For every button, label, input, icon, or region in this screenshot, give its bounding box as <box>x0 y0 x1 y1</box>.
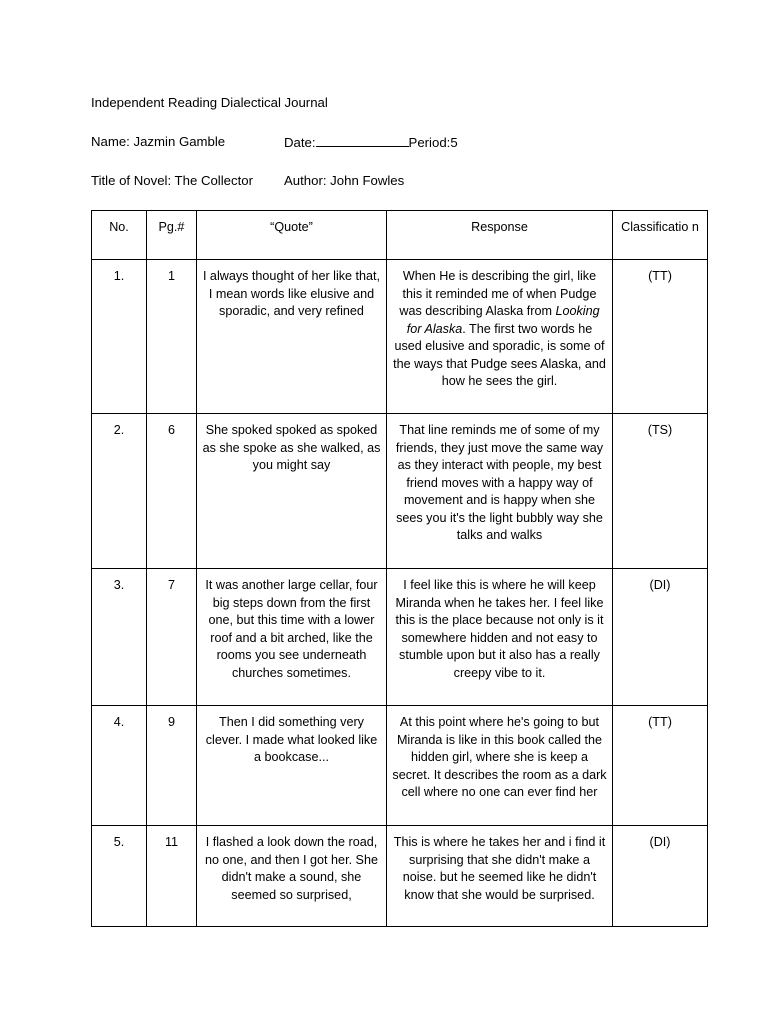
row-no: 3. <box>92 569 147 706</box>
row-classification: (TT) <box>613 706 708 826</box>
row-page: 1 <box>147 260 197 414</box>
row-no: 2. <box>92 414 147 569</box>
novel-author: Author: John Fowles <box>284 173 405 188</box>
header-page: Pg.# <box>147 211 197 260</box>
header-no: No. <box>92 211 147 260</box>
response-text: . The first two words he used elusive and sporadic, is some of the ways that Pudge sees Alaska, and how he sees the girl. <box>393 321 606 388</box>
row-quote: Then I did something very clever. I made what looked like a bookcase... <box>197 706 387 826</box>
page-title: Independent Reading Dialectical Journal <box>91 95 328 110</box>
row-classification: (DI) <box>613 826 708 927</box>
table-row <box>92 260 708 414</box>
table-row <box>92 569 708 706</box>
row-page: 9 <box>147 706 197 826</box>
row-no: 5. <box>92 826 147 927</box>
row-page: 7 <box>147 569 197 706</box>
table-row <box>92 414 708 569</box>
table-row <box>92 706 708 826</box>
row-response: That line reminds me of some of my friends, they just move the same way as they interact with people, my best friend moves with a happy way of movement and is happy when she sees you it's the light bubbly way she talks and walks <box>387 414 613 569</box>
table-header-row <box>92 211 708 260</box>
row-no: 1. <box>92 260 147 414</box>
row-classification: (DI) <box>613 569 708 706</box>
row-quote: She spoked spoked as spoked as she spoke as she walked, as you might say <box>197 414 387 569</box>
header-quote: “Quote” <box>197 211 387 260</box>
date-label: Date: <box>284 135 316 150</box>
row-response <box>387 260 613 414</box>
date-blank-line <box>316 134 409 147</box>
novel-title: Title of Novel: The Collector <box>91 173 253 188</box>
row-quote: I flashed a look down the road, no one, and then I got her. She didn't make a sound, she seemed so surprised, <box>197 826 387 927</box>
row-page: 11 <box>147 826 197 927</box>
student-name: Name: Jazmin Gamble <box>91 134 226 149</box>
row-response: I feel like this is where he will keep Miranda when he takes her. I feel like this is the place because not only is it somewhere hidden and not easy to stumble upon but it also has a really creepy vibe to it. <box>387 569 613 706</box>
period-label: Period:5 <box>408 135 458 150</box>
row-quote: I always thought of her like that, I mean words like elusive and sporadic, and very refined <box>197 260 387 414</box>
row-no: 4. <box>92 706 147 826</box>
header-classification: Classificatio n <box>613 211 708 260</box>
row-classification: (TS) <box>613 414 708 569</box>
row-response: At this point where he's going to but Miranda is like in this book called the hidden girl, where she is keep a secret. It describes the room as a dark cell where no one can ever find her <box>387 706 613 826</box>
date-period-line <box>284 134 458 151</box>
journal-table <box>91 210 708 927</box>
row-page: 6 <box>147 414 197 569</box>
header-response: Response <box>387 211 613 260</box>
row-classification: (TT) <box>613 260 708 414</box>
row-response: This is where he takes her and i find it surprising that she didn't make a noise. but he seemed like he didn't know that she would be surprised. <box>387 826 613 927</box>
response-text: When He is describing the girl, like this it reminded me of when Pudge was describing Alaska from <box>399 269 597 318</box>
table-row <box>92 826 708 927</box>
row-quote: It was another large cellar, four big steps down from the first one, but this time with a lower roof and a bit arched, like the rooms you see underneath churches sometimes. <box>197 569 387 706</box>
book-title-italic: Looking for Alaska <box>406 304 600 336</box>
